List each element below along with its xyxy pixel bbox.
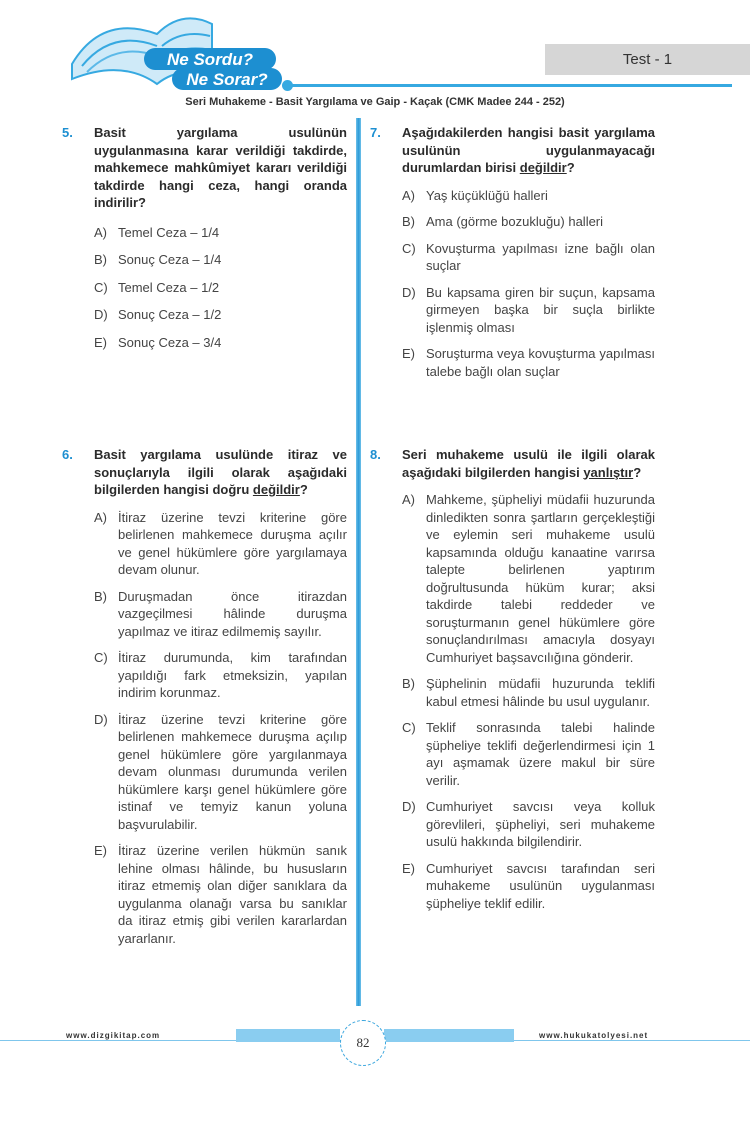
option-b[interactable]: B) Ama (görme bozukluğu) halleri xyxy=(402,214,604,229)
option-e[interactable]: E) Sonuç Ceza – 3/4 xyxy=(94,334,222,350)
column-divider xyxy=(356,118,361,1006)
option-e[interactable]: E) Soruşturma veya kovuşturma yapılması talebe bağlı olan suçlar xyxy=(402,346,655,379)
question-number: 7. xyxy=(370,125,381,140)
logo-line1: Ne Sordu? xyxy=(167,50,253,69)
question-8 xyxy=(370,446,655,921)
footer-right-url[interactable]: www.hukukatolyesi.net xyxy=(533,1031,654,1040)
option-c[interactable]: C) İtiraz durumunda, kim tarafından yapıldığı fark etmeksizin, yapılan indirim korunmaz. xyxy=(94,650,347,700)
page-subtitle: Seri Muhakeme - Basit Yargılama ve Gaip - Kaçak (CMK Madee 244 - 252) xyxy=(185,96,565,108)
option-e[interactable]: E) Cumhuriyet savcısı tarafından seri muhakeme usulünün uygulanması şüpheliye teklif edilir. xyxy=(402,860,655,911)
header-rule xyxy=(292,84,732,87)
option-d[interactable]: D) Bu kapsama giren bir suçun, kapsama girmeyen başka bir suçla birlikte işlenmiş olması xyxy=(402,284,655,335)
question-number: 8. xyxy=(370,447,381,462)
logo-line2: Ne Sorar? xyxy=(186,70,268,89)
footer-left-url[interactable]: www.dizgikitap.com xyxy=(60,1031,166,1040)
question-text: Basit yargılama usulünün uygulanmasına karar verildiği takdirde, mahkemece mahkûmiyet kararı verildiği takdirde hangi ceza, hangi oranda indirilir? xyxy=(94,125,347,210)
question-text: Seri muhakeme usulü ile ilgili olarak aşağıdaki bilgilerden hangisi yanlıştır? xyxy=(402,447,655,480)
question-5 xyxy=(62,124,347,361)
question-text: Aşağıdakilerden hangisi basit yargılama usulünün uygulanmayacağı durumlardan birisi değildir? xyxy=(402,125,655,175)
test-label: Test - 1 xyxy=(545,44,750,75)
option-c[interactable]: C) Temel Ceza – 1/2 xyxy=(94,279,220,295)
option-a[interactable]: A) Temel Ceza – 1/4 xyxy=(94,224,220,240)
question-text: Basit yargılama usulünde itiraz ve sonuçlarıyla ilgili olarak aşağıdaki bilgilerden hangisi doğru değildir? xyxy=(94,447,347,497)
option-c[interactable]: C) Kovuşturma yapılması izne bağlı olan suçlar xyxy=(402,240,655,273)
footer-bar-left xyxy=(236,1029,340,1042)
option-a[interactable]: A) Mahkeme, şüpheliyi müdafii huzurunda dinledikten sonra şartların gerçekleştiği ve eylemin seri muhakeme usulü kapsamında olduğu kanaatine varırsa talepte belirlenen yaptırım doğrultusunda hüküm kurar; aksi takdirde talebi reddeder ve soruşturmanın genel hükümlere göre sonuçlandırılması amacıyla dosyayı Cumhuriyet başsavcılığına gönderir. xyxy=(402,492,655,665)
option-a[interactable]: A) İtiraz üzerine tevzi kriterine göre belirlenen mahkemece duruşma açılır ve genel hükümlere göre yargılamaya devam olunur. xyxy=(94,509,347,577)
option-d[interactable]: D) Cumhuriyet savcısı veya kolluk görevlileri, şüpheliyi, seri muhakeme usulü hakkında bilgilendirir. xyxy=(402,799,655,849)
question-number: 6. xyxy=(62,447,73,462)
option-b[interactable]: B) Duruşmadan önce itirazdan vazgeçilmesi hâlinde duruşma yapılmaz ve itiraz edilmemiş sayılır. xyxy=(94,588,347,639)
footer-bar-right xyxy=(384,1029,514,1042)
option-c[interactable]: C) Teklif sonrasında talebi halinde şüpheliye teklifi değerlendirmesi için 1 ayı aşmamak üzere makul bir süre verilir. xyxy=(402,720,655,788)
option-d[interactable]: D) İtiraz üzerine tevzi kriterine göre belirlenen mahkemece duruşma açılıp genel hükümlere göre yargılanmaya devam olunması durumunda verilen hükümlere karşı genel hükümlere göre istinaf ve temyiz kanun yoluna başvurulabilir. xyxy=(94,711,347,832)
page-number: 82 xyxy=(340,1020,386,1066)
question-7 xyxy=(370,124,655,389)
option-d[interactable]: D) Sonuç Ceza – 1/2 xyxy=(94,307,222,322)
logo-book-icon xyxy=(62,4,312,96)
question-number: 5. xyxy=(62,125,73,140)
question-6 xyxy=(62,446,347,956)
option-e[interactable]: E) İtiraz üzerine verilen hükmün sanık lehine olması hâlinde, bu hususların itiraz etmemiş olan diğer sanıklara da uygulanma olanağı varsa bu sanıklar da itiraz etmiş gibi verilen kararlardan yararlanır. xyxy=(94,843,347,946)
option-a[interactable]: A) Yaş küçüklüğü halleri xyxy=(402,187,548,203)
option-b[interactable]: B) Şüphelinin müdafii huzurunda teklifi kabul etmesi hâlinde bu usul uygulanır. xyxy=(402,676,655,709)
option-b[interactable]: B) Sonuç Ceza – 1/4 xyxy=(94,252,222,267)
